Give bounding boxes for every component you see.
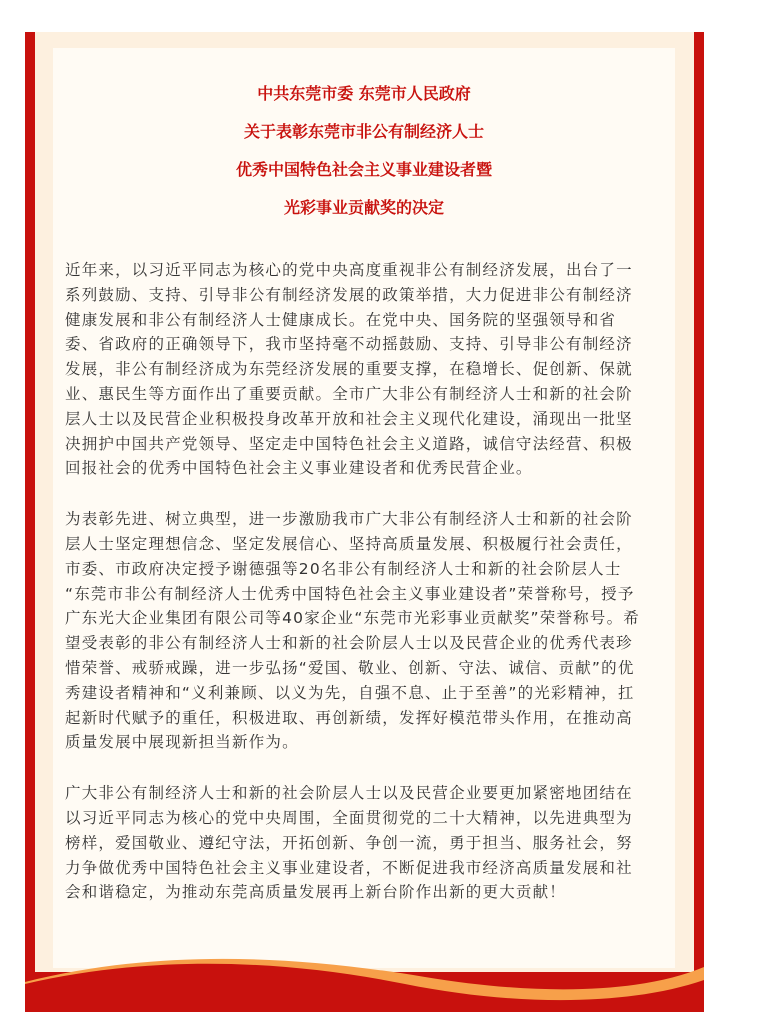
text-line: 近年来，以习近平同志为核心的党中央高度重视非公有制经济发展，出台了一 — [65, 261, 633, 279]
text-line: 市委、市政府决定授予谢德强等20名非公有制经济人士和新的社会阶层人士 — [65, 559, 622, 578]
text-line: 发展，非公有制经济成为东莞经济发展的重要支撑，在稳增长、促创新、保就 — [65, 360, 633, 379]
paragraph — [65, 507, 665, 755]
document-border — [35, 32, 694, 972]
text-line: 广东光大企业集团有限公司等40家企业“东莞市光彩事业贡献奖”荣誉称号。希 — [65, 609, 640, 628]
text-line: 秀建设者精神和“义利兼顾、以义为先，自强不息、止于至善”的光彩精神，扛 — [65, 683, 635, 702]
title-line: 光彩事业贡献奖的决定 — [283, 198, 444, 217]
paragraph — [65, 781, 665, 905]
text-line: 决拥护中国共产党领导、坚定走中国特色社会主义道路，诚信守法经营、积极 — [65, 434, 633, 453]
text-line: 层人士以及民营企业积极投身改革开放和社会主义现代化建设，涌现出一批坚 — [65, 409, 633, 428]
text-line: 质量发展中展现新担当新作为。 — [65, 733, 299, 752]
decorative-wave — [25, 932, 704, 1012]
red-frame — [25, 32, 704, 1012]
text-line: 以习近平同志为核心的党中央周围，全面贯彻党的二十大精神，以先进典型为 — [65, 808, 633, 827]
title-line: 优秀中国特色社会主义事业建设者暨 — [235, 160, 492, 179]
text-line: 广大非公有制经济人士和新的社会阶层人士以及民营企业要更加紧密地团结在 — [65, 784, 633, 803]
text-line: 业、惠民生等方面作出了重要贡献。全市广大非公有制经济人士和新的社会阶 — [65, 384, 633, 403]
text-line: 榜样，爱国敬业、遵纪守法，开拓创新、争创一流，勇于担当、服务社会，努 — [65, 833, 633, 852]
document-body — [65, 258, 665, 931]
text-line: 为表彰先进、树立典型，进一步激励我市广大非公有制经济人士和新的社会阶 — [65, 510, 633, 529]
document-panel — [53, 48, 675, 968]
text-line: 起新时代赋予的重任，积极进取、再创新绩，发挥好模范带头作用，在推动高 — [65, 708, 633, 727]
title-line: 中共东莞市委 东莞市人民政府 — [257, 84, 471, 103]
text-line: 回报社会的优秀中国特色社会主义事业建设者和优秀民营企业。 — [65, 459, 533, 478]
title-line: 关于表彰东莞市非公有制经济人士 — [243, 122, 484, 141]
paragraph — [65, 258, 665, 481]
text-line: 望受表彰的非公有制经济人士和新的社会阶层人士以及民营企业的优秀代表珍 — [65, 634, 633, 653]
text-line: 惜荣誉、戒骄戒躁，进一步弘扬“爱国、敬业、创新、守法、诚信、贡献”的优 — [65, 658, 635, 677]
text-line: 系列鼓励、支持、引导非公有制经济发展的政策举措，大力促进非公有制经济 — [65, 285, 633, 304]
text-line: 层人士坚定理想信念、坚定发展信心、坚持高质量发展、积极履行社会责任， — [65, 534, 633, 553]
text-line: 会和谐稳定，为推动东莞高质量发展再上新台阶作出新的更大贡献！ — [65, 883, 567, 902]
document-title — [53, 83, 675, 235]
text-line: 健康发展和非公有制经济人士健康成长。在党中央、国务院的坚强领导和省 — [65, 310, 617, 329]
text-line: 力争做优秀中国特色社会主义事业建设者，不断促进我市经济高质量发展和社 — [65, 858, 633, 877]
text-line: “东莞市非公有制经济人士优秀中国特色社会主义事业建设者”荣誉称号，授予 — [65, 584, 635, 603]
text-line: 委、省政府的正确领导下，我市坚持毫不动摇鼓励、支持、引导非公有制经济 — [65, 335, 633, 354]
